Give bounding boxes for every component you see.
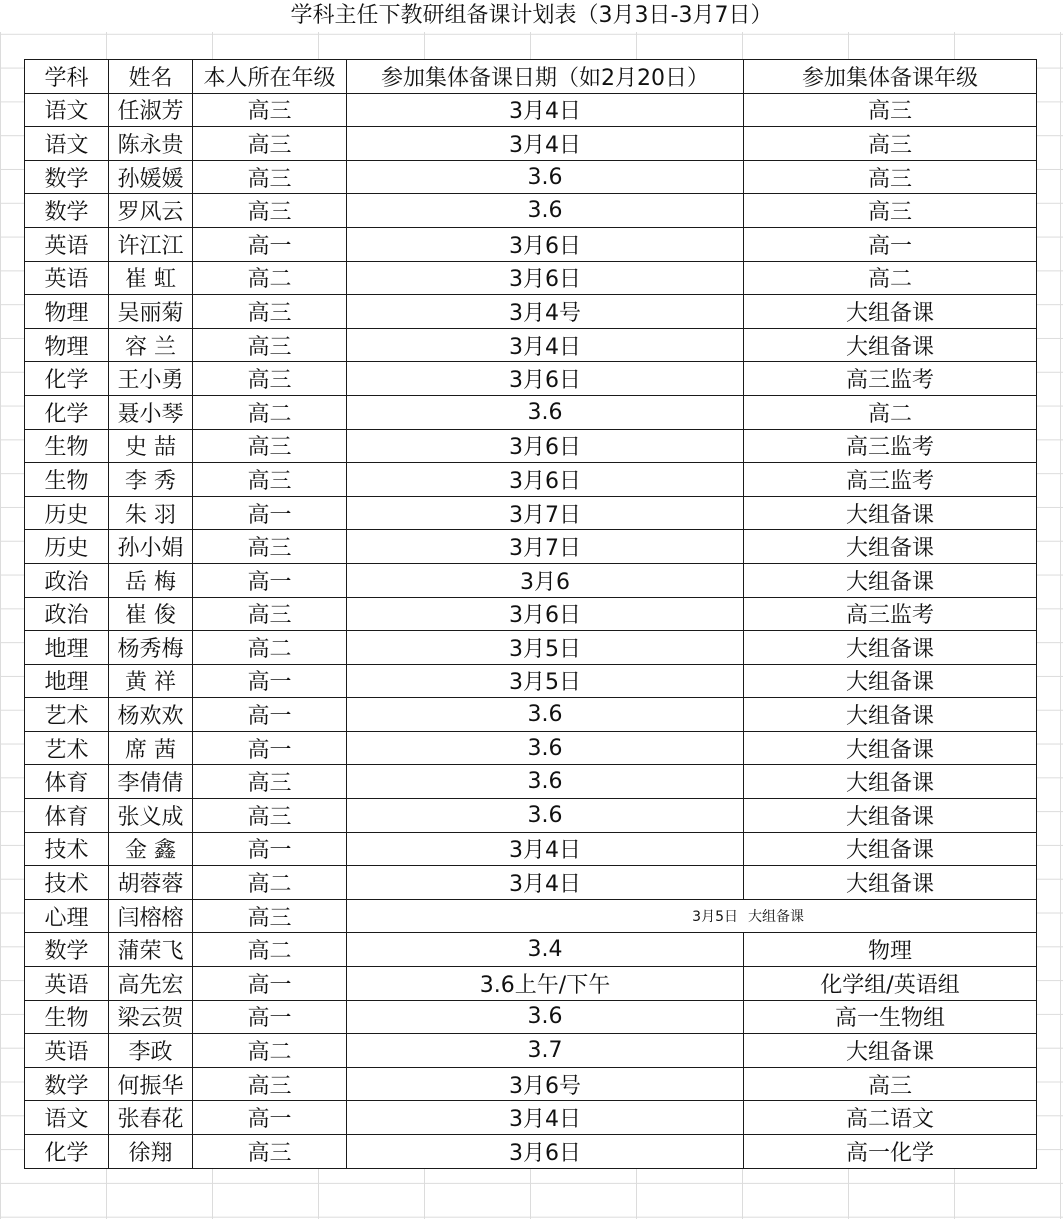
table-body (25, 93, 1037, 1168)
cell-grade[interactable]: 高三 (193, 799, 347, 833)
cell-date[interactable]: 3月4日 (347, 328, 744, 362)
cell-date[interactable]: 3.6上午/下午 (347, 967, 744, 1001)
table-row (25, 563, 1037, 597)
table-row (25, 866, 1037, 900)
cell-grade[interactable]: 高一 (193, 967, 347, 1001)
cell-subject[interactable]: 英语 (25, 967, 109, 1001)
table-row (25, 1067, 1037, 1101)
cell-subject[interactable]: 体育 (25, 799, 109, 833)
table-row (25, 496, 1037, 530)
cell-grade[interactable]: 高三 (193, 765, 347, 799)
cell-subject[interactable]: 生物 (25, 463, 109, 497)
cell-grade[interactable]: 高二 (193, 1034, 347, 1068)
cell-target[interactable]: 高一生物组 (744, 1000, 1037, 1034)
cell-subject[interactable]: 地理 (25, 664, 109, 698)
cell-name[interactable]: 崔 虹 (109, 261, 193, 295)
cell-grade[interactable]: 高一 (193, 496, 347, 530)
cell-subject[interactable]: 技术 (25, 866, 109, 900)
cell-target[interactable]: 大组备课 (744, 866, 1037, 900)
cell-target[interactable]: 高三 (744, 160, 1037, 194)
table-row (25, 832, 1037, 866)
cell-date[interactable]: 3月6日 (347, 597, 744, 631)
cell-date[interactable]: 3月6日 (347, 429, 744, 463)
cell-grade[interactable]: 高三 (193, 1135, 347, 1169)
cell-name[interactable]: 何振华 (109, 1067, 193, 1101)
cell-grade[interactable]: 高三 (193, 328, 347, 362)
cell-subject[interactable]: 心理 (25, 899, 109, 933)
header-date[interactable]: 参加集体备课日期（如2月20日） (347, 60, 744, 94)
cell-subject[interactable]: 艺术 (25, 698, 109, 732)
cell-name[interactable]: 李 秀 (109, 463, 193, 497)
cell-name[interactable]: 蒲荣飞 (109, 933, 193, 967)
table-row (25, 395, 1037, 429)
cell-subject[interactable]: 语文 (25, 93, 109, 127)
table-row (25, 463, 1037, 497)
cell-date: 3月5日 (692, 909, 738, 926)
cell-target[interactable]: 大组备课 (744, 295, 1037, 329)
cell-target[interactable]: 高三监考 (744, 463, 1037, 497)
table-row (25, 631, 1037, 665)
table-row (25, 967, 1037, 1001)
cell-subject[interactable]: 历史 (25, 496, 109, 530)
cell-date[interactable]: 3.6 (347, 731, 744, 765)
cell-date[interactable]: 3月4日 (347, 1101, 744, 1135)
cell-grade[interactable]: 高三 (193, 127, 347, 161)
cell-name[interactable]: 朱 羽 (109, 496, 193, 530)
cell-name[interactable]: 容 兰 (109, 328, 193, 362)
cell-subject[interactable]: 物理 (25, 295, 109, 329)
cell-grade[interactable]: 高三 (193, 899, 347, 933)
header-grade[interactable]: 本人所在年级 (193, 60, 347, 94)
cell-grade[interactable]: 高三 (193, 295, 347, 329)
cell-date[interactable]: 3月4日 (347, 127, 744, 161)
cell-date[interactable]: 3月5日 (347, 631, 744, 665)
cell-date[interactable]: 3月4日 (347, 93, 744, 127)
table-row (25, 664, 1037, 698)
cell-subject[interactable]: 英语 (25, 227, 109, 261)
cell-grade[interactable]: 高二 (193, 866, 347, 900)
cell-grade[interactable]: 高一 (193, 698, 347, 732)
cell-merged-date-target[interactable] (347, 899, 1037, 933)
table-row (25, 93, 1037, 127)
cell-target[interactable]: 高三 (744, 93, 1037, 127)
cell-name[interactable]: 李政 (109, 1034, 193, 1068)
cell-subject[interactable]: 语文 (25, 127, 109, 161)
cell-target[interactable]: 大组备课 (744, 731, 1037, 765)
cell-subject[interactable]: 政治 (25, 563, 109, 597)
cell-grade[interactable]: 高一 (193, 832, 347, 866)
table-row (25, 1034, 1037, 1068)
cell-name[interactable]: 崔 俊 (109, 597, 193, 631)
cell-subject[interactable]: 语文 (25, 1101, 109, 1135)
cell-subject[interactable]: 化学 (25, 395, 109, 429)
cell-name[interactable]: 杨秀梅 (109, 631, 193, 665)
table-row (25, 1135, 1037, 1169)
table-row (25, 227, 1037, 261)
cell-date[interactable]: 3.6 (347, 194, 744, 228)
cell-name[interactable]: 徐翔 (109, 1135, 193, 1169)
cell-grade[interactable]: 高一 (193, 1000, 347, 1034)
cell-date[interactable]: 3.6 (347, 1000, 744, 1034)
table-row (25, 597, 1037, 631)
table-row (25, 194, 1037, 228)
cell-grade[interactable]: 高三 (193, 597, 347, 631)
cell-grade[interactable]: 高三 (193, 362, 347, 396)
cell-subject[interactable]: 数学 (25, 160, 109, 194)
header-name[interactable]: 姓名 (109, 60, 193, 94)
table-row (25, 362, 1037, 396)
cell-grade[interactable]: 高二 (193, 933, 347, 967)
cell-subject[interactable]: 地理 (25, 631, 109, 665)
cell-target[interactable]: 高一化学 (744, 1135, 1037, 1169)
cell-name[interactable]: 李倩倩 (109, 765, 193, 799)
header-subject[interactable]: 学科 (25, 60, 109, 94)
cell-grade[interactable]: 高一 (193, 1101, 347, 1135)
cell-target[interactable]: 大组备课 (744, 765, 1037, 799)
cell-date[interactable]: 3.6 (347, 799, 744, 833)
cell-target[interactable]: 大组备课 (744, 530, 1037, 564)
cell-date[interactable]: 3月5日 (347, 664, 744, 698)
cell-target: 大组备课 (748, 909, 804, 926)
cell-date[interactable]: 3.6 (347, 160, 744, 194)
cell-target[interactable]: 大组备课 (744, 496, 1037, 530)
cell-grade[interactable]: 高一 (193, 227, 347, 261)
cell-grade[interactable]: 高二 (193, 631, 347, 665)
cell-subject[interactable]: 英语 (25, 261, 109, 295)
cell-date[interactable]: 3月6日 (347, 463, 744, 497)
cell-target[interactable]: 大组备课 (744, 799, 1037, 833)
cell-grade[interactable]: 高三 (193, 194, 347, 228)
page-title: 学科主任下教研组备课计划表（3月3日-3月7日） (0, 0, 1063, 32)
table-row (25, 127, 1037, 161)
cell-date[interactable]: 3月4日 (347, 866, 744, 900)
cell-date[interactable]: 3月6日 (347, 1135, 744, 1169)
cell-name[interactable]: 吴丽菊 (109, 295, 193, 329)
cell-subject[interactable]: 化学 (25, 1135, 109, 1169)
cell-target[interactable]: 高三 (744, 194, 1037, 228)
cell-target[interactable]: 化学组/英语组 (744, 967, 1037, 1001)
cell-grade[interactable]: 高三 (193, 1067, 347, 1101)
cell-date[interactable]: 3月4号 (347, 295, 744, 329)
cell-subject[interactable]: 物理 (25, 328, 109, 362)
table-row (25, 731, 1037, 765)
table-row (25, 899, 1037, 933)
cell-date[interactable]: 3.7 (347, 1034, 744, 1068)
cell-subject[interactable]: 数学 (25, 933, 109, 967)
cell-name[interactable]: 岳 梅 (109, 563, 193, 597)
cell-grade[interactable]: 高三 (193, 93, 347, 127)
cell-target[interactable]: 大组备课 (744, 1034, 1037, 1068)
cell-target[interactable]: 高三监考 (744, 362, 1037, 396)
cell-subject[interactable]: 体育 (25, 765, 109, 799)
merged-content (347, 900, 1036, 933)
cell-name[interactable]: 胡蓉蓉 (109, 866, 193, 900)
cell-target[interactable]: 高二 (744, 261, 1037, 295)
cell-subject[interactable]: 生物 (25, 429, 109, 463)
cell-grade[interactable]: 高一 (193, 731, 347, 765)
cell-name[interactable]: 陈永贵 (109, 127, 193, 161)
cell-grade[interactable]: 高一 (193, 664, 347, 698)
cell-date[interactable]: 3月6号 (347, 1067, 744, 1101)
cell-name[interactable]: 孙媛媛 (109, 160, 193, 194)
cell-date[interactable]: 3月6日 (347, 362, 744, 396)
table-row (25, 530, 1037, 564)
cell-grade[interactable]: 高三 (193, 429, 347, 463)
cell-subject[interactable]: 技术 (25, 832, 109, 866)
cell-date[interactable]: 3.6 (347, 698, 744, 732)
schedule-table (24, 59, 1037, 1169)
cell-target[interactable]: 大组备课 (744, 563, 1037, 597)
table-row (25, 1000, 1037, 1034)
cell-target[interactable]: 大组备课 (744, 631, 1037, 665)
cell-date[interactable]: 3月6 (347, 563, 744, 597)
cell-subject[interactable]: 英语 (25, 1034, 109, 1068)
cell-date[interactable]: 3.6 (347, 395, 744, 429)
cell-grade[interactable]: 高三 (193, 160, 347, 194)
cell-target[interactable]: 大组备课 (744, 328, 1037, 362)
cell-grade[interactable]: 高三 (193, 530, 347, 564)
cell-target[interactable]: 物理 (744, 933, 1037, 967)
cell-date[interactable]: 3月6日 (347, 261, 744, 295)
cell-grade[interactable]: 高二 (193, 395, 347, 429)
cell-subject[interactable]: 化学 (25, 362, 109, 396)
cell-target[interactable]: 大组备课 (744, 698, 1037, 732)
cell-name[interactable]: 高先宏 (109, 967, 193, 1001)
table-row (25, 1101, 1037, 1135)
cell-subject[interactable]: 数学 (25, 194, 109, 228)
table-row (25, 295, 1037, 329)
cell-target[interactable]: 高三监考 (744, 429, 1037, 463)
cell-target[interactable]: 高一 (744, 227, 1037, 261)
cell-name[interactable]: 史 喆 (109, 429, 193, 463)
cell-name[interactable]: 任淑芳 (109, 93, 193, 127)
cell-target[interactable]: 大组备课 (744, 664, 1037, 698)
cell-grade[interactable]: 高二 (193, 261, 347, 295)
cell-name[interactable]: 聂小琴 (109, 395, 193, 429)
table-row (25, 261, 1037, 295)
cell-target[interactable]: 高三 (744, 1067, 1037, 1101)
cell-date[interactable]: 3月4日 (347, 832, 744, 866)
cell-name[interactable]: 孙小娟 (109, 530, 193, 564)
cell-date[interactable]: 3月7日 (347, 496, 744, 530)
table-row (25, 765, 1037, 799)
cell-target[interactable]: 高三 (744, 127, 1037, 161)
cell-target[interactable]: 高三监考 (744, 597, 1037, 631)
cell-name[interactable]: 许江江 (109, 227, 193, 261)
cell-name[interactable]: 黄 祥 (109, 664, 193, 698)
cell-name[interactable]: 梁云贺 (109, 1000, 193, 1034)
cell-date[interactable]: 3.6 (347, 765, 744, 799)
table-row (25, 698, 1037, 732)
cell-name[interactable]: 席 茜 (109, 731, 193, 765)
cell-subject[interactable]: 数学 (25, 1067, 109, 1101)
cell-subject[interactable]: 生物 (25, 1000, 109, 1034)
cell-target[interactable]: 大组备课 (744, 832, 1037, 866)
table-row (25, 799, 1037, 833)
cell-name[interactable]: 杨欢欢 (109, 698, 193, 732)
table-row (25, 933, 1037, 967)
cell-name[interactable]: 金 鑫 (109, 832, 193, 866)
cell-date[interactable]: 3月6日 (347, 227, 744, 261)
cell-name[interactable]: 王小勇 (109, 362, 193, 396)
cell-date[interactable]: 3.4 (347, 933, 744, 967)
cell-name[interactable]: 张春花 (109, 1101, 193, 1135)
cell-subject[interactable]: 艺术 (25, 731, 109, 765)
table-row (25, 160, 1037, 194)
cell-name[interactable]: 罗风云 (109, 194, 193, 228)
cell-target[interactable]: 高二 (744, 395, 1037, 429)
cell-grade[interactable]: 高一 (193, 563, 347, 597)
header-target[interactable]: 参加集体备课年级 (744, 60, 1037, 94)
cell-target[interactable]: 高二语文 (744, 1101, 1037, 1135)
table-header-row (25, 60, 1037, 94)
cell-subject[interactable]: 政治 (25, 597, 109, 631)
cell-name[interactable]: 闫榕榕 (109, 899, 193, 933)
cell-name[interactable]: 张义成 (109, 799, 193, 833)
cell-date[interactable]: 3月7日 (347, 530, 744, 564)
cell-grade[interactable]: 高三 (193, 463, 347, 497)
table-row (25, 429, 1037, 463)
table-row (25, 328, 1037, 362)
cell-subject[interactable]: 历史 (25, 530, 109, 564)
